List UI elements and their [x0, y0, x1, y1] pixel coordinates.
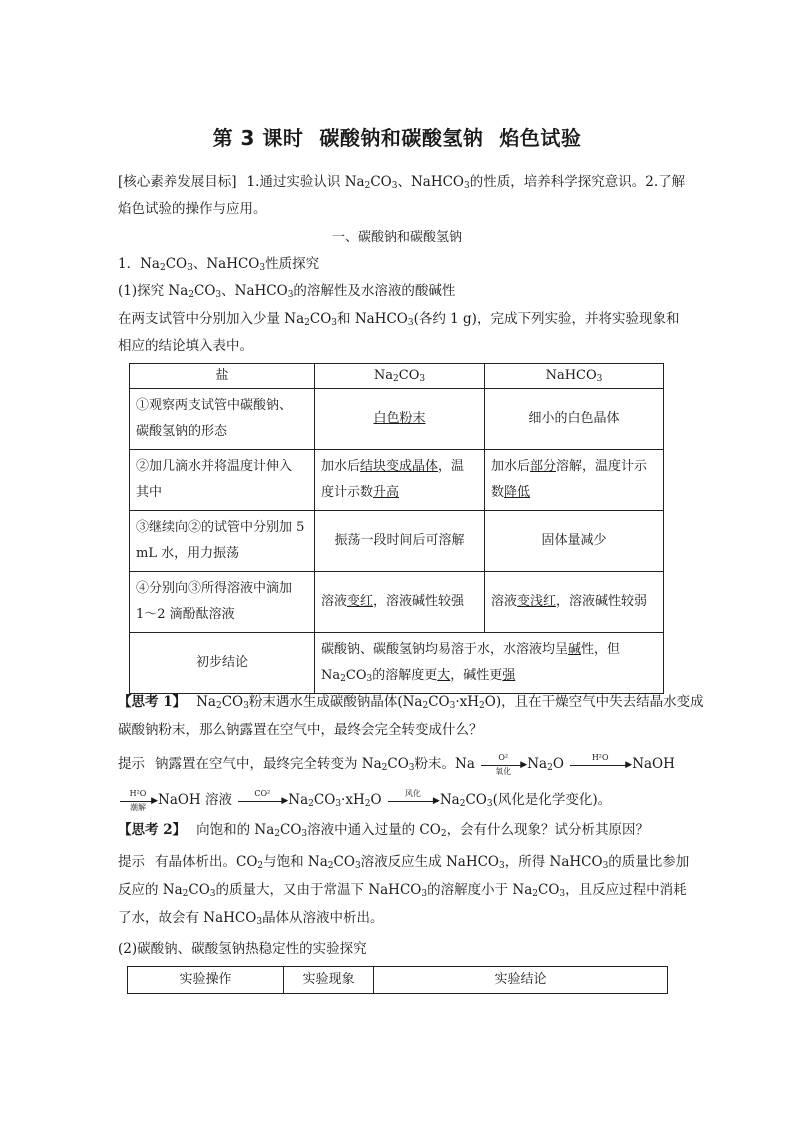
reaction-arrow: 风化 ▶: [388, 791, 438, 811]
title-topic2: 焰色试验: [499, 126, 582, 150]
section-heading: 一、碳酸钠和碳酸氢钠: [331, 230, 462, 245]
think2-hint-line1: 提示 有晶体析出。$CO_2$与饱和 $Na_2CO_3$溶液反应生成 NaHCO$_3$，所得 NaHCO$_3$的质量比参加: [118, 854, 690, 871]
table-row: [130, 572, 664, 633]
reaction-arrow: CO² ▶: [238, 791, 286, 811]
think1-hint-line1: 提示 钠露置在空气中，最终完全转变为 $Na_2CO_3$粉末。Na O² ▶ 氧化 $Na_2O$ H²O ▶ NaOH: [118, 752, 675, 776]
operation-cell: ③继续向②的试管中分别加 5 mL 水，用力振荡: [130, 511, 315, 572]
na2co3-cell: 振荡一段时间后可溶解: [315, 511, 485, 572]
page-title: [0, 122, 794, 151]
na2co3-cell: 加水后结块变成晶体，温 度计示数升高: [315, 450, 485, 511]
thermal-stability-table: [127, 966, 668, 994]
operation-cell: ④分别向③所得溶液中滴加 1～2 滴酚酞溶液: [130, 572, 315, 633]
goal-label: [核心素养发展目标]: [118, 174, 237, 190]
table-header-row: [128, 967, 668, 994]
think2-hint-line3: 了水，故会有 NaHCO$_3$晶体从溶液中析出。: [118, 910, 384, 927]
nahco3-cell: 加水后部分溶解，温度计示 数降低: [485, 450, 664, 511]
conclusion-cell: 碳酸钠、碳酸氢钠均易溶于水，水溶液均呈碱性，但 $Na_2CO_3$的溶解度更大，碱性更强: [315, 633, 664, 694]
operation-cell: ①观察两支试管中碳酸钠、 碳酸氢钠的形态: [130, 389, 315, 450]
reaction-arrow: H²O ▶: [570, 755, 630, 775]
think1-question-line2: 碳酸钠粉末，那么钠露置在空气中，最终会完全转变成什么？: [118, 722, 483, 738]
think1-hint-line2: H²O ▶ 潮解 NaOH 溶液 CO² ▶ $Na_2CO_3\cdot xH_2O$ 风化 ▶ $Na_2CO_3$(风化是化学变化)。: [118, 790, 611, 811]
goal-line1: [核心素养发展目标] 1.通过实验认识 $Na_2CO_3$、NaHCO$_3$的性质，培养科学探究意识。2.了解: [118, 174, 686, 191]
think2-label: 【思考 2】: [118, 822, 187, 838]
header-nahco3: NaHCO$_3$: [485, 364, 664, 389]
sub1-heading: (1)探究 $Na_2CO_3$、NaHCO$_3$的溶解性及水溶液的酸碱性: [118, 283, 456, 300]
table-row: [130, 389, 664, 450]
nahco3-cell: 细小的白色晶体: [485, 389, 664, 450]
conclusion-label: 初步结论: [130, 633, 315, 694]
nahco3-cell: 溶液变浅红，溶液碱性较弱: [485, 572, 664, 633]
table-row: [130, 511, 664, 572]
think2-question: 【思考 2】 向饱和的 $Na_2CO_3$溶液中通入过量的 $CO_2$，会有什么现象？试分析其原因？: [118, 822, 650, 839]
na2co3-cell: 白色粉末: [315, 389, 485, 450]
hint-label: 提示: [118, 756, 145, 772]
table-header-row: [130, 364, 664, 389]
header-phenomenon: 实验现象: [284, 967, 374, 994]
sub2-heading: (2)碳酸钠、碳酸氢钠热稳定性的实验探究: [118, 941, 367, 957]
nahco3-cell: 固体量减少: [485, 511, 664, 572]
think1-question-line1: 【思考 1】 $Na_2CO_3$粉末遇水生成碳酸钠晶体$(Na_2CO_3\cdot xH_2O)$，且在干燥空气中失去结晶水变成: [118, 694, 704, 711]
reaction-arrow: H²O ▶ 潮解: [120, 791, 156, 811]
reaction-arrow: O² ▶ 氧化: [481, 755, 525, 775]
think1-label: 【思考 1】: [118, 694, 187, 710]
header-operation: 实验操作: [128, 967, 284, 994]
table-row: [130, 450, 664, 511]
think2-hint-line2: 反应的 $Na_2CO_3$的质量大，又由于常温下 NaHCO$_3$的溶解度小于 $Na_2CO_3$，且反应过程中消耗: [118, 882, 687, 899]
hint-label: 提示: [118, 854, 145, 870]
header-na2co3: $Na_2CO_3$: [315, 364, 485, 389]
instruction-line1: 在两支试管中分别加入少量 $Na_2CO_3$和 NaHCO$_3$(各约 1 g)，完成下列实验，并将实验现象和: [118, 311, 680, 328]
operation-cell: ②加几滴水并将温度计伸入 其中: [130, 450, 315, 511]
table-row: [130, 633, 664, 694]
title-topic1: 碳酸钠和碳酸氢钠: [319, 126, 484, 150]
goal-line2: 焰色试验的操作与应用。: [118, 201, 267, 217]
experiment-table: [129, 363, 664, 694]
instruction-line2: 相应的结论填入表中。: [118, 338, 253, 354]
header-salt: 盐: [130, 364, 315, 389]
header-conclusion: 实验结论: [374, 967, 668, 994]
title-lesson: 第 3 课时: [212, 126, 304, 150]
na2co3-cell: 溶液变红，溶液碱性较强: [315, 572, 485, 633]
item1-heading: 1．$Na_2CO_3$、NaHCO$_3$性质探究: [118, 256, 320, 273]
